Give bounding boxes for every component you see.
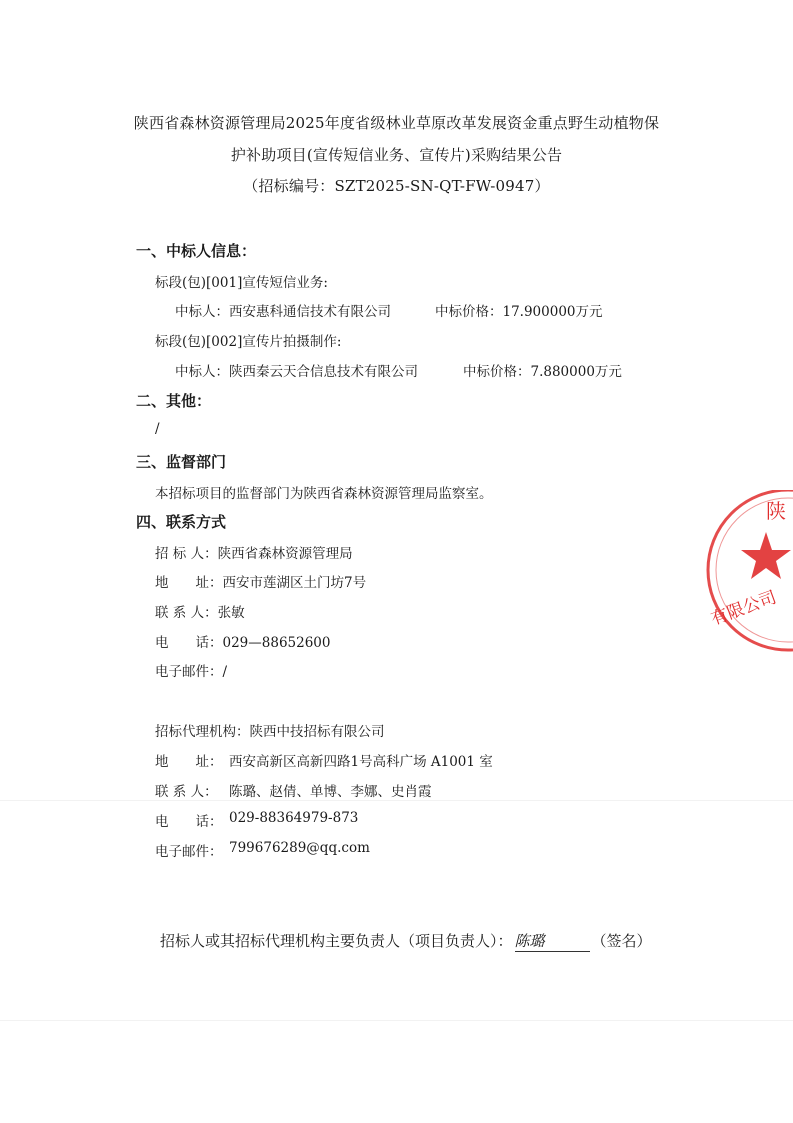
- stamp-text-top: 陕: [766, 499, 786, 523]
- scan-artifact-line: [0, 1020, 793, 1021]
- handwritten-signature: 陈璐: [515, 930, 590, 952]
- tenderer-email: 电子邮件：/: [155, 664, 228, 680]
- section3-heading: 三、监督部门: [136, 453, 227, 471]
- lot2-winner: 中标人：陕西秦云天合信息技术有限公司: [175, 364, 418, 380]
- lot1-label: 标段(包)[001]宣传短信业务:: [155, 275, 328, 291]
- lot1-winner: 中标人：西安惠科通信技术有限公司: [175, 304, 391, 320]
- title-line-2: 护补助项目(宣传短信业务、宣传片)采购结果公告: [230, 146, 563, 164]
- agency-contact: 陈璐、赵倩、单博、李娜、史肖霞: [229, 784, 432, 800]
- lot2-label: 标段(包)[002]宣传片拍摄制作:: [155, 334, 342, 350]
- title-line-1: 陕西省森林资源管理局2025年度省级林业草原改革发展资金重点野生动植物保: [133, 114, 660, 132]
- agency-name: 招标代理机构：陕西中技招标有限公司: [155, 724, 385, 740]
- lot2-price: 中标价格：7.880000万元: [463, 364, 622, 380]
- stamp-text-bottom: 有限公司: [708, 587, 780, 630]
- agency-address-label: 地 址：: [155, 754, 223, 770]
- signature-line: [160, 930, 652, 952]
- section4-heading: 四、联系方式: [136, 513, 227, 531]
- lot1-price: 中标价格：17.900000万元: [435, 304, 603, 320]
- agency-phone: 029-88364979-873: [229, 810, 359, 826]
- agency-address: 西安高新区高新四路1号高科广场 A1001 室: [229, 754, 493, 770]
- section2-content: /: [155, 421, 160, 437]
- tenderer-phone: 电 话：029—88652600: [155, 635, 331, 651]
- title-line-3: （招标编号：SZT2025-SN-QT-FW-0947）: [243, 177, 550, 195]
- scan-artifact-line: [0, 800, 793, 801]
- company-seal-stamp: [700, 490, 793, 660]
- section3-content: 本招标项目的监督部门为陕西省森林资源管理局监察室。: [155, 486, 493, 502]
- agency-phone-label: 电 话：: [155, 814, 223, 830]
- tenderer-address: 地 址：西安市莲湖区土门坊7号: [155, 575, 367, 591]
- agency-contact-label: 联 系 人：: [155, 784, 218, 800]
- signature-prefix: 招标人或其招标代理机构主要负责人（项目负责人）：: [160, 932, 513, 950]
- tenderer-contact: 联 系 人：张敏: [155, 605, 245, 621]
- star-icon: [741, 532, 791, 579]
- signature-suffix: （签名）: [591, 932, 652, 950]
- tenderer-name: 招 标 人：陕西省森林资源管理局: [155, 546, 353, 562]
- agency-email: 799676289@qq.com: [229, 840, 370, 856]
- section1-heading: 一、中标人信息：: [136, 242, 257, 260]
- section2-heading: 二、其他：: [136, 392, 212, 410]
- agency-email-label: 电子邮件：: [155, 844, 223, 860]
